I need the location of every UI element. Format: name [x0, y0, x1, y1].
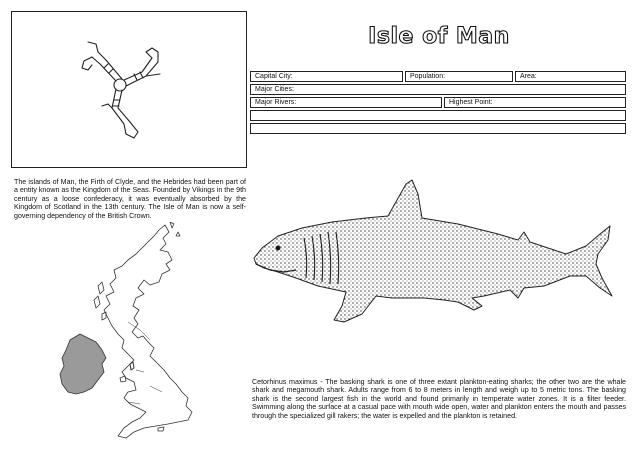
- shark-description: Cetorhinus maximus - The basking shark is one of three extant plankton-eating sharks; the other two are the whale shark and megamouth shark. Adults range from 6 to 8 meters in length and weigh up to 5 metric tons. The basking shark is the second largest fish in the world and found primarily in temperate water zones. It is a filter feeder. Swimming along the surface at a casual pace with mouth wide open, water and plankton enters the mouth and passes through the specialized gill rakers; the water is expelled and the plankton is retained.: [252, 378, 626, 420]
- intro-paragraph: The islands of Man, the Firth of Clyde, and the Hebrides had been part of a entity known as the Kingdom of the Seas. Founded by Vikings in the 9th century as a loose confederacy, it was eventually absorbed by the Kingdom of Scotland in the 13th century. The Isle of Man is now a self-governing dependency of the British Crown.: [14, 178, 246, 220]
- blank-field-2[interactable]: [250, 123, 626, 134]
- ireland-shape: [60, 334, 106, 394]
- major-rivers-field[interactable]: Major Rivers:: [250, 97, 442, 108]
- page-title: Isle of Man: [368, 24, 510, 49]
- highest-point-field[interactable]: Highest Point:: [444, 97, 626, 108]
- area-field[interactable]: Area:: [515, 71, 626, 82]
- major-cities-field[interactable]: Major Cities:: [250, 84, 626, 95]
- british-isles-map: [58, 222, 208, 452]
- info-row-4: [250, 110, 626, 121]
- isle-of-man-outline: [130, 362, 134, 370]
- basking-shark-illustration: [248, 178, 628, 368]
- population-field[interactable]: Population:: [405, 71, 513, 82]
- triskelion-icon: [12, 12, 248, 169]
- flag-outline-box: [11, 11, 247, 168]
- info-row-2: [250, 84, 626, 95]
- info-row-3: [250, 97, 626, 108]
- great-britain-outline: [104, 225, 192, 438]
- blank-field-1[interactable]: [250, 110, 626, 121]
- capital-city-field[interactable]: Capital City:: [250, 71, 403, 82]
- info-row-5: [250, 123, 626, 134]
- info-row-1: [250, 71, 626, 82]
- shark-body: [254, 180, 612, 322]
